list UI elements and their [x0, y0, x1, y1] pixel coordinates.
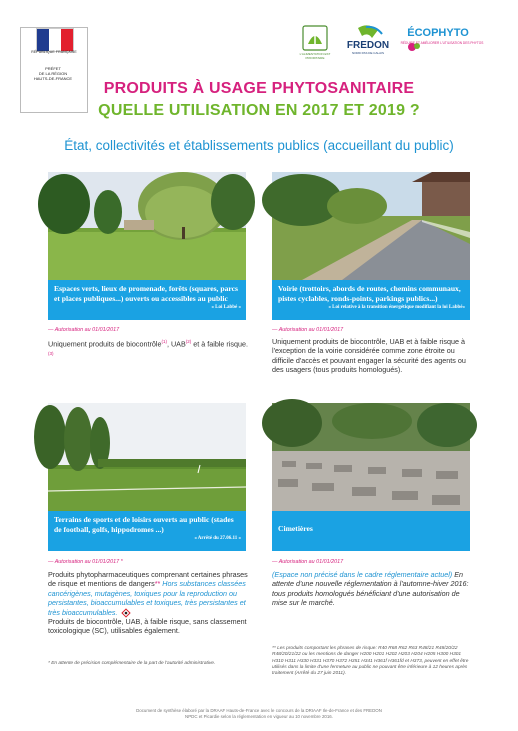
footnote-double-star: ** Les produits comportant les phrases de risque: R40 R68 R62 R63 R48/21 R48/20/22 R48/20/21/22 ou les mentions de danger H200 H201 H202 H203 H204 H205 H300 H301 H310 H311 H330 H331 H370 H372 H351 H341 H361f H361fd et H373, peuvent en effet être utilisés dans la limite d'une fermeture au public ne pouvant être inférieure à 12 heures après traitement (Arrêté du 27 juin 2011). — [272, 646, 469, 677]
ecophyto-logo — [400, 22, 484, 56]
alimentation-logo — [300, 24, 330, 54]
park-photo — [48, 172, 246, 280]
card-text-voirie: Uniquement produits de biocontrôle, UAB et à faible risque à l'exception de la voirie considérée comme zone étroite ou difficile d'accès et pouvant engager la sécurité des agents ou des usagers (tous produits homologués). — [272, 337, 466, 375]
main-title: PRODUITS À USAGE PHYTOSANITAIRE — [103, 80, 415, 97]
svg-text:ÉCOPHYTO: ÉCOPHYTO — [407, 27, 469, 39]
alimentation-logo-text: L'ALIMENTATION EST PRIORITAIRE — [299, 52, 331, 60]
card-text-espaces-verts: Uniquement produits de biocontrôle$^{(1)}$, UAB$^{(2)}$ et à faible risque.$^{(3)}$ — [48, 339, 249, 356]
card-caption-cimetieres: Cimetières — [272, 511, 470, 551]
card-caption-terrains-sports: Terrains de sports et de loisirs ouverts au public (stades de football, golfs, hippodromes ...) « Arrêté du 27.06.11 » — [48, 511, 246, 551]
prefet-label: PRÉFET DE LA RÉGION HAUTS-DE-FRANCE — [33, 66, 73, 81]
road-photo — [272, 172, 470, 280]
svg-text:FREDON: FREDON — [346, 40, 390, 51]
authorization-label: — Autorisation au 01/01/2017 * — [48, 559, 123, 565]
fredon-logo — [342, 24, 394, 58]
authorization-label: — Autorisation au 01/01/2017 — [272, 327, 344, 333]
hazard-icon — [122, 609, 130, 617]
card-caption-voirie: Voirie (trottoirs, abords de routes, chemins communaux, pistes cyclables, ronds-points, parkings publics...) « Loi relative à la transition énergétique modifiant la loi Labbé» — [272, 280, 470, 320]
authorization-label: — Autorisation au 01/01/2017 — [272, 559, 344, 565]
french-flag-icon — [36, 28, 74, 52]
section-heading: État, collectivités et établissements publics (accueillant du public) — [64, 138, 454, 153]
document-credit: Document de synthèse élaboré par la DRAAF Hauts-de-France avec le concours de la DRIAAF Ile-de-France et des FREDON NPDC et Picardie selon la réglementation en vigueur au 10 novembre 2016. — [136, 708, 382, 719]
svg-text:NORD PAS DE CALAIS: NORD PAS DE CALAIS — [352, 51, 384, 55]
republique-label: RÉPUBLIQUE FRANÇAISE — [31, 50, 77, 54]
card-text-terrains-sports: Produits phytopharmaceutiques comprenant certaines phrases de risque et mentions de dangers** Hors substances classées cancérigènes, mutagènes, toxiques pour la reproduction ou persistantes, bioaccumulables et toxiques, très persistantes et très bioaccumulables. Produits de biocontrôle, UAB, à faible risque, sans classement toxicologique (SC), utilisables également. — [48, 570, 248, 636]
main-subtitle: QUELLE UTILISATION EN 2017 ET 2019 ? — [98, 102, 420, 119]
footnote-star: * En attente de précision complémentaire de la part de l'autorité administrative. — [48, 661, 216, 666]
svg-text:RÉDUIRE ET AMÉLIORER L'UTILISA: RÉDUIRE ET AMÉLIORER L'UTILISATION DES PHYTOS — [400, 41, 484, 45]
authorization-label: — Autorisation au 01/01/2017 — [48, 327, 120, 333]
card-caption-espaces-verts: Espaces verts, lieux de promenade, forêts (squares, parcs et places publiques...) ouverts ou accessibles au public « Loi Labbé » — [48, 280, 246, 320]
sports-field-photo — [48, 403, 246, 511]
card-text-cimetieres: (Espace non précisé dans le cadre réglementaire actuel) En attente d'une nouvelle réglementation à l'automne-hiver 2016: tous produits homologués bénéficiant d'une autorisation de mise sur le marché. — [272, 570, 469, 608]
cemetery-photo — [272, 403, 470, 511]
